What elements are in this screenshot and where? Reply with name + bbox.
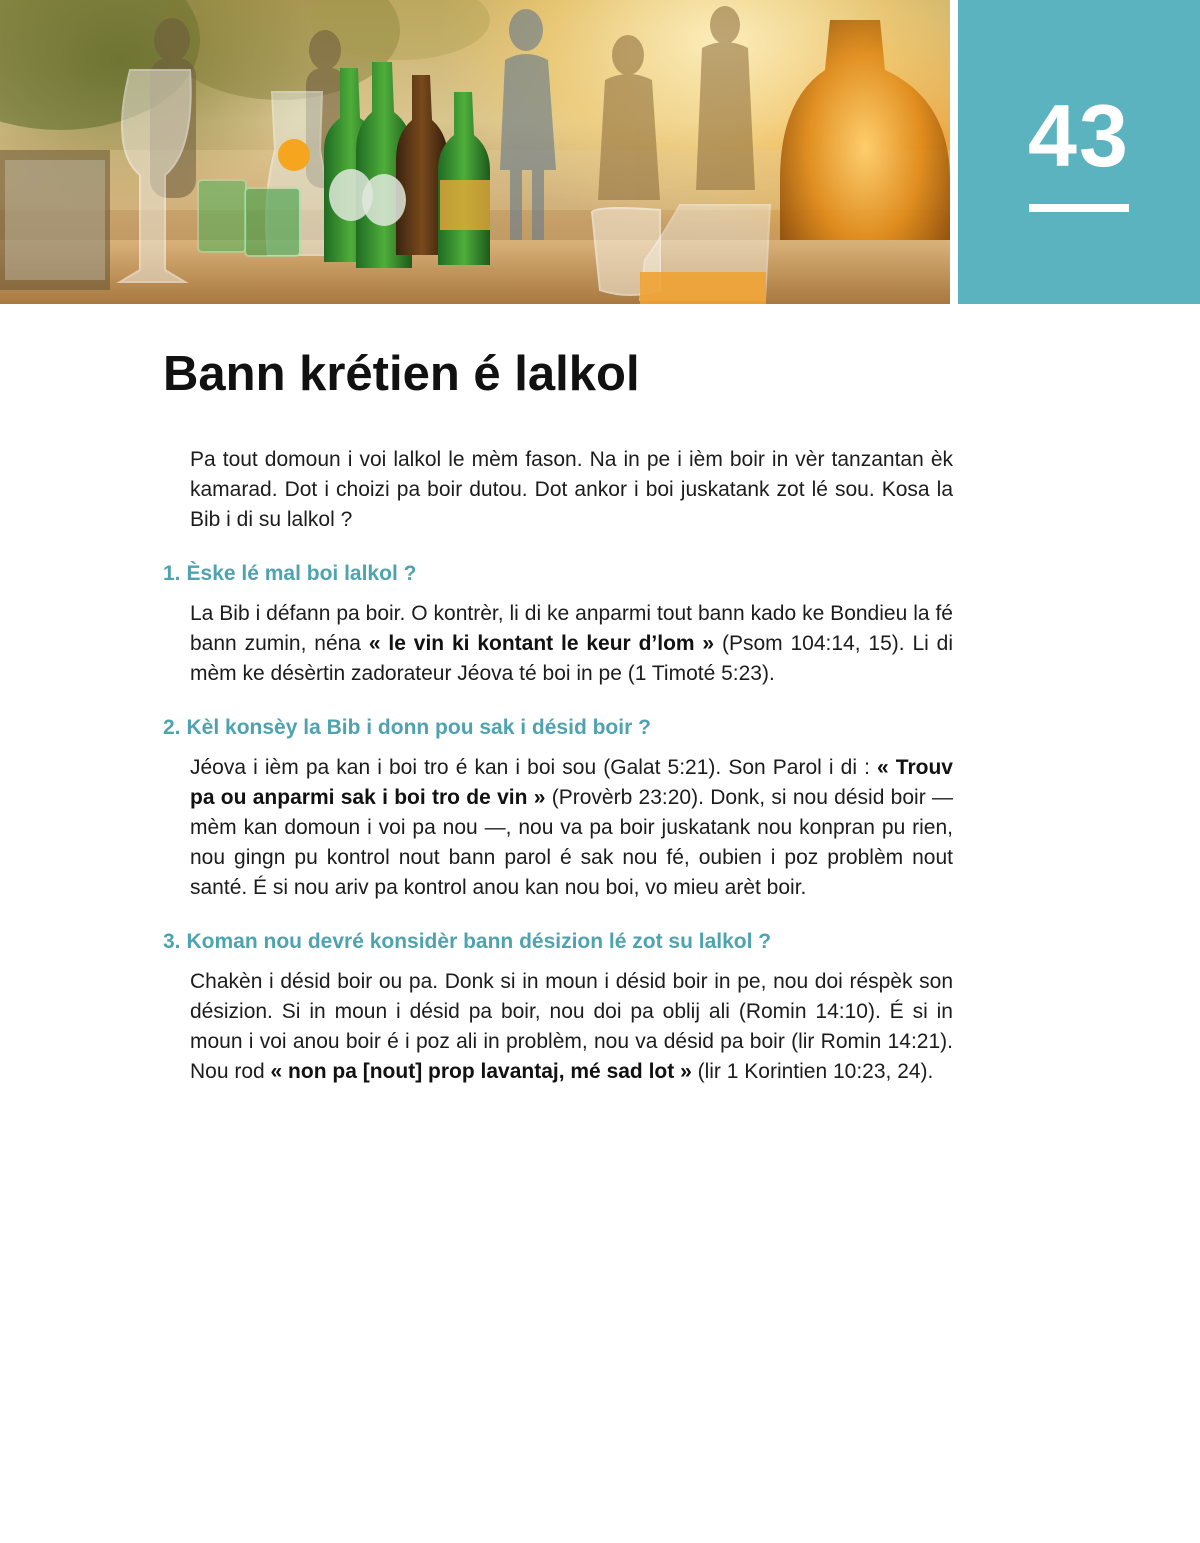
page-title: Bann krétien é lalkol bbox=[163, 347, 640, 401]
scripture-quote: « Trouv pa ou anparmi sak i boi tro de vin » bbox=[190, 756, 953, 809]
answer-text: (Provèrb 23:20). Donk, si nou désid boir — mèm kan domoun i voi pa nou —, nou va pa boir juskatank nou konpran pu rien, nou gingn pu kontrol nout bann parol é sak nou fé, oubien i poz problèm nout santé. É si nou ariv pa kontrol anou kan nou boi, vo mieu arèt boir. bbox=[190, 786, 953, 899]
answer-text: La Bib i défann pa boir. O kontrèr, li di ke anparmi tout bann kado ke Bondieu la fé bann zumin, néna bbox=[190, 602, 953, 655]
question-text: Koman nou devré konsidèr bann désizion lé zot su lalkol ? bbox=[186, 930, 772, 953]
question-text: Kèl konsèy la Bib i donn pou sak i désid boir ? bbox=[186, 716, 651, 739]
header-photo-illustration bbox=[0, 0, 950, 304]
question-section bbox=[163, 713, 953, 903]
chapter-number: 43 bbox=[1028, 86, 1130, 185]
header-photo bbox=[0, 0, 950, 304]
question-heading bbox=[163, 559, 953, 589]
question-section bbox=[163, 559, 953, 689]
answer-text: Chakèn i désid boir ou pa. Donk si in moun i désid boir in pe, nou doi réspèk son désizion. Si in moun i désid pa boir, nou doi pa oblij ali (Romin 14:10). É si in moun i voi anou boir é i poz ali in problèm, nou va désid pa boir (lir Romin 14:21). Nou rod bbox=[190, 970, 953, 1083]
chapter-panel bbox=[958, 0, 1200, 304]
question-text: Èske lé mal boi lalkol ? bbox=[186, 562, 417, 585]
intro-paragraph: Pa tout domoun i voi lalkol le mèm fason. Na in pe i ièm boir in vèr tanzantan èk kamarad. Dot i choizi pa boir dutou. Dot ankor i boi juskatank zot lé sou. Kosa la Bib i di su lalkol ? bbox=[190, 448, 953, 531]
question-number: 3. bbox=[163, 930, 181, 953]
scripture-quote: « le vin ki kontant le keur d’lom » bbox=[368, 632, 715, 655]
question-heading bbox=[163, 927, 953, 957]
answer-paragraph bbox=[190, 967, 953, 1087]
article-body bbox=[163, 445, 953, 1087]
question-heading bbox=[163, 713, 953, 743]
answer-paragraph bbox=[190, 753, 953, 903]
scripture-quote: « non pa [nout] prop lavantaj, mé sad lot » bbox=[270, 1060, 692, 1083]
question-section bbox=[163, 927, 953, 1087]
chapter-number-underline bbox=[1029, 204, 1129, 212]
answer-text: (Psom 104:14, 15). Li di mèm ke désèrtin zadorateur Jéova té boi in pe (1 Timoté 5:23). bbox=[190, 632, 953, 685]
answer-text: Jéova i ièm pa kan i boi tro é kan i boi sou (Galat 5:21). Son Parol i di : bbox=[190, 756, 878, 779]
answer-text: (lir 1 Korintien 10:23, 24). bbox=[691, 1060, 934, 1083]
question-number: 1. bbox=[163, 562, 181, 585]
answer-paragraph bbox=[190, 599, 953, 689]
question-number: 2. bbox=[163, 716, 181, 739]
